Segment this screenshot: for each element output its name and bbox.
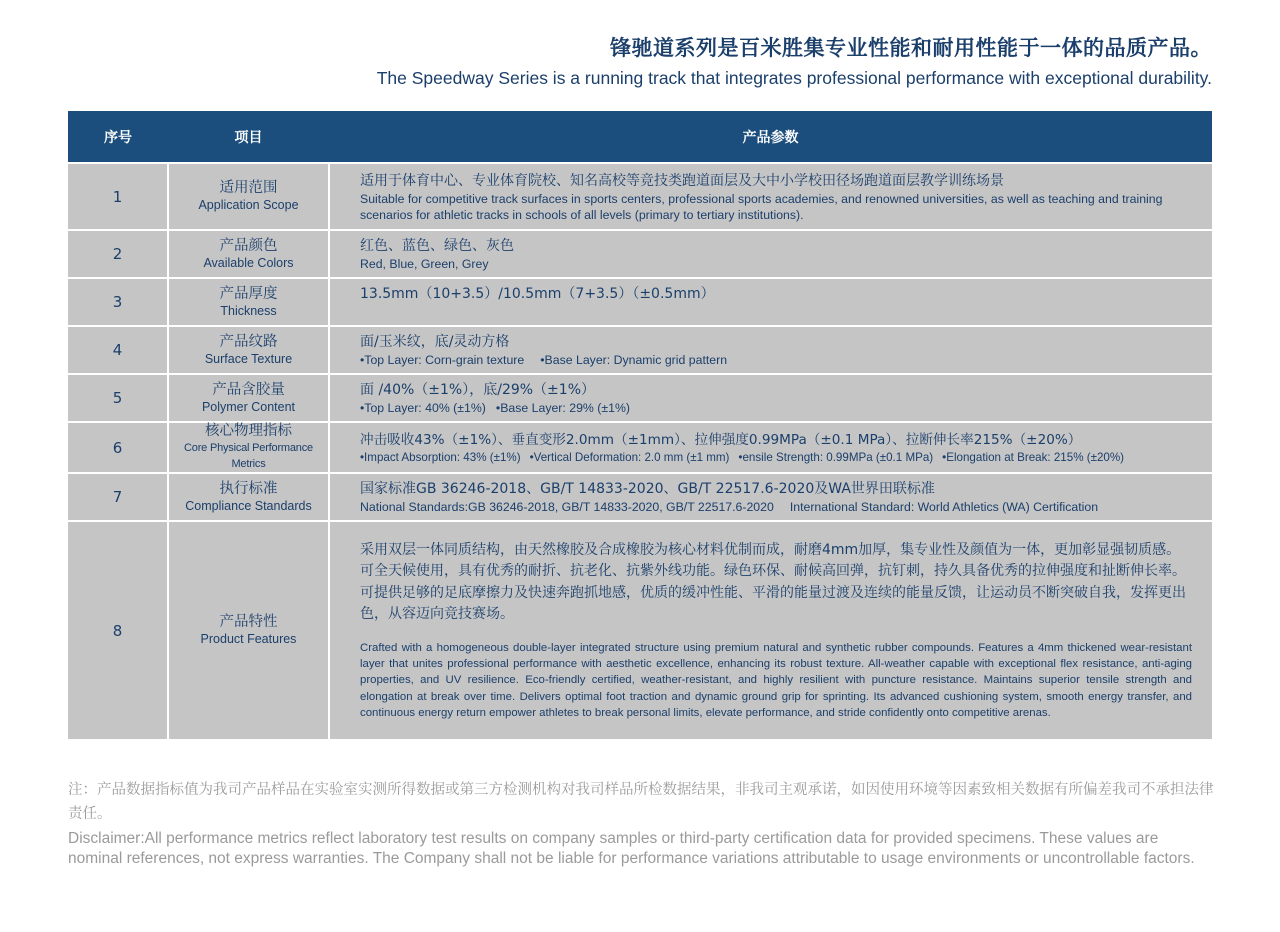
disclaimer-cn: 注：产品数据指标值为我司产品样品在实验室实测所得数据或第三方检测机构对我司样品所检数据结果，非我司主观承诺，如因使用环境等因素致相关数据有所偏差我司不承担法律责任。 (68, 782, 1214, 822)
row-number: 2 (68, 230, 168, 278)
disclaimer-en: Disclaimer:All performance metrics reflect laboratory test results on company samples or third-party certification data for provided specimens. These values are nominal references, not express warranties. The Company shall not be liable for performance variations attributable to usage environments or uncontrollable factors. (68, 830, 1195, 867)
row-number: 4 (68, 326, 168, 374)
value-cn: 13.5mm（10+3.5）/10.5mm（7+3.5）（±0.5mm） (360, 286, 715, 302)
table-row (68, 278, 1212, 326)
item-label-cn: 适用范围 (219, 180, 278, 196)
col-header-params: 产品参数 (329, 111, 1212, 163)
value-cn: 面 /40%（±1%），底/29%（±1%） (360, 382, 595, 398)
value-en-part: •Base Layer: 29% (±1%) (495, 401, 630, 415)
item-label-en: Surface Texture (204, 351, 293, 366)
row-number: 1 (68, 163, 168, 230)
item-label-en: Available Colors (203, 255, 294, 270)
item-label-en: Compliance Standards (185, 498, 312, 513)
row-number: 3 (68, 278, 168, 326)
item-label-en: Application Scope (198, 198, 299, 212)
value-en-part: National Standards:GB 36246-2018, GB/T 14833-2020, GB/T 22517.6-2020 (360, 500, 774, 514)
item-label-cn: 执行标准 (219, 480, 278, 497)
col-header-item: 项目 (168, 111, 329, 163)
item-label-cn: 核心物理指标 (205, 423, 292, 439)
value-en-part: •Base Layer: Dynamic grid pattern (540, 353, 728, 367)
item-label-cn: 产品含胶量 (212, 381, 285, 398)
table-row (68, 422, 1212, 473)
row-item (168, 326, 329, 374)
item-label-en: Product Features (200, 632, 297, 646)
row-item (168, 422, 329, 473)
value-en-part: •Top Layer: 40% (±1%) (360, 401, 486, 415)
value-en (360, 499, 1194, 515)
value-en-part: •ensile Strength: 0.99MPa (±0.1 MPa) (738, 450, 934, 464)
row-value (329, 422, 1212, 473)
table-row (68, 230, 1212, 278)
value-en (360, 450, 1206, 466)
value-cn: 国家标准GB 36246-2018、GB/T 14833-2020、GB/T 22517.6-2020及WA世界田联标准 (360, 481, 935, 497)
value-en (360, 400, 1194, 416)
spec-table (68, 111, 1212, 739)
value-en-part: •Vertical Deformation: 2.0 mm (±1 mm) (529, 450, 730, 464)
row-number: 7 (68, 473, 168, 521)
row-item (168, 473, 329, 521)
item-label-cn: 产品纹路 (219, 333, 278, 350)
item-label-en: Core Physical Performance Metrics (184, 442, 313, 470)
value-en-part: International Standard: World Athletics (WA) Certification (789, 500, 1099, 514)
page-title-cn: 锋驰道系列是百米胜集专业性能和耐用性能于一体的品质产品。 (610, 36, 1212, 60)
value-en (360, 352, 1194, 368)
item-label-cn: 产品颜色 (219, 237, 278, 254)
value-en-part: •Impact Absorption: 43% (±1%) (360, 450, 521, 464)
row-item (168, 521, 329, 739)
value-en-part: •Top Layer: Corn-grain texture (360, 353, 525, 367)
table-row (68, 326, 1212, 374)
row-item (168, 278, 329, 326)
value-cn: 冲击吸收43%（±1%）、垂直变形2.0mm（±1mm）、拉伸强度0.99MPa（±0.1 MPa）、拉断伸长率215%（±20%） (360, 431, 1082, 448)
item-label-cn: 产品特性 (219, 614, 278, 630)
value-cn: 适用于体育中心、专业体育院校、知名高校等竞技类跑道面层及大中小学校田径场跑道面层教学训练场景 (360, 172, 1004, 189)
features-cn: 采用双层一体同质结构，由天然橡胶及合成橡胶为核心材料优制而成，耐磨4mm加厚，集专业性及颜值为一体，更加彰显强韧质感。可全天候使用，具有优秀的耐折、抗老化、抗紫外线功能。绿色环保、耐候高回弹，抗钉刺，持久具备优秀的拉伸强度和扯断伸长率。可提供足够的足底摩擦力及快速奔跑抓地感，优质的缓冲性能、平滑的能量过渡及连续的能量反馈，让运动员不断突破自我，发挥更出色，从容迈向竞技赛场。 (360, 541, 1186, 623)
row-item (168, 230, 329, 278)
row-value (329, 326, 1212, 374)
row-value (329, 163, 1212, 230)
value-cn: 红色、蓝色、绿色、灰色 (360, 238, 514, 254)
value-en: Suitable for competitive track surfaces in sports centers, professional sports academies, and renowned universities, as well as teaching and training scenarios for athletic tracks in schools of all levels (primary to tertiary institutions). (360, 191, 1163, 222)
row-value (329, 278, 1212, 326)
value-en: Red, Blue, Green, Grey (360, 257, 489, 271)
item-label-en: Thickness (220, 303, 277, 318)
table-row (68, 163, 1212, 230)
table-row (68, 521, 1212, 739)
item-label-cn: 产品厚度 (219, 285, 278, 302)
row-value (329, 374, 1212, 422)
table-row (68, 473, 1212, 521)
row-item (168, 374, 329, 422)
row-number: 6 (68, 422, 168, 473)
row-item (168, 163, 329, 230)
value-en-part: •Elongation at Break: 215% (±20%) (942, 450, 1125, 464)
item-label-en: Polymer Content (201, 399, 296, 414)
table-row (68, 374, 1212, 422)
col-header-no: 序号 (68, 111, 168, 163)
table-header-row (68, 111, 1212, 163)
row-number: 8 (68, 521, 168, 739)
row-value (329, 230, 1212, 278)
row-number: 5 (68, 374, 168, 422)
row-value (329, 473, 1212, 521)
value-cn: 面/玉米纹，底/灵动方格 (360, 334, 510, 350)
row-value (329, 521, 1212, 739)
features-en: Crafted with a homogeneous double-layer integrated structure using premium natural and synthetic rubber compounds. Features a 4mm thickened wear-resistant layer that unites professional performance with aesthetic excellence, enhancing its robust texture. All-weather capable with exceptional flex resistance, anti-aging properties, and UV resilience. Eco-friendly certified, weather-resistant, and highly resilient with puncture resistance. Maintains superior tensile strength and elongation at break over time. Delivers optimal foot traction and dynamic ground grip for sprinting. Its advanced cushioning system, smooth energy transfer, and continuous energy return empower athletes to break personal limits, elevate performance, and stride confidently onto competitive arenas. (360, 641, 1192, 719)
page-title-en: The Speedway Series is a running track that integrates professional performance with exceptional durability. (376, 68, 1212, 88)
